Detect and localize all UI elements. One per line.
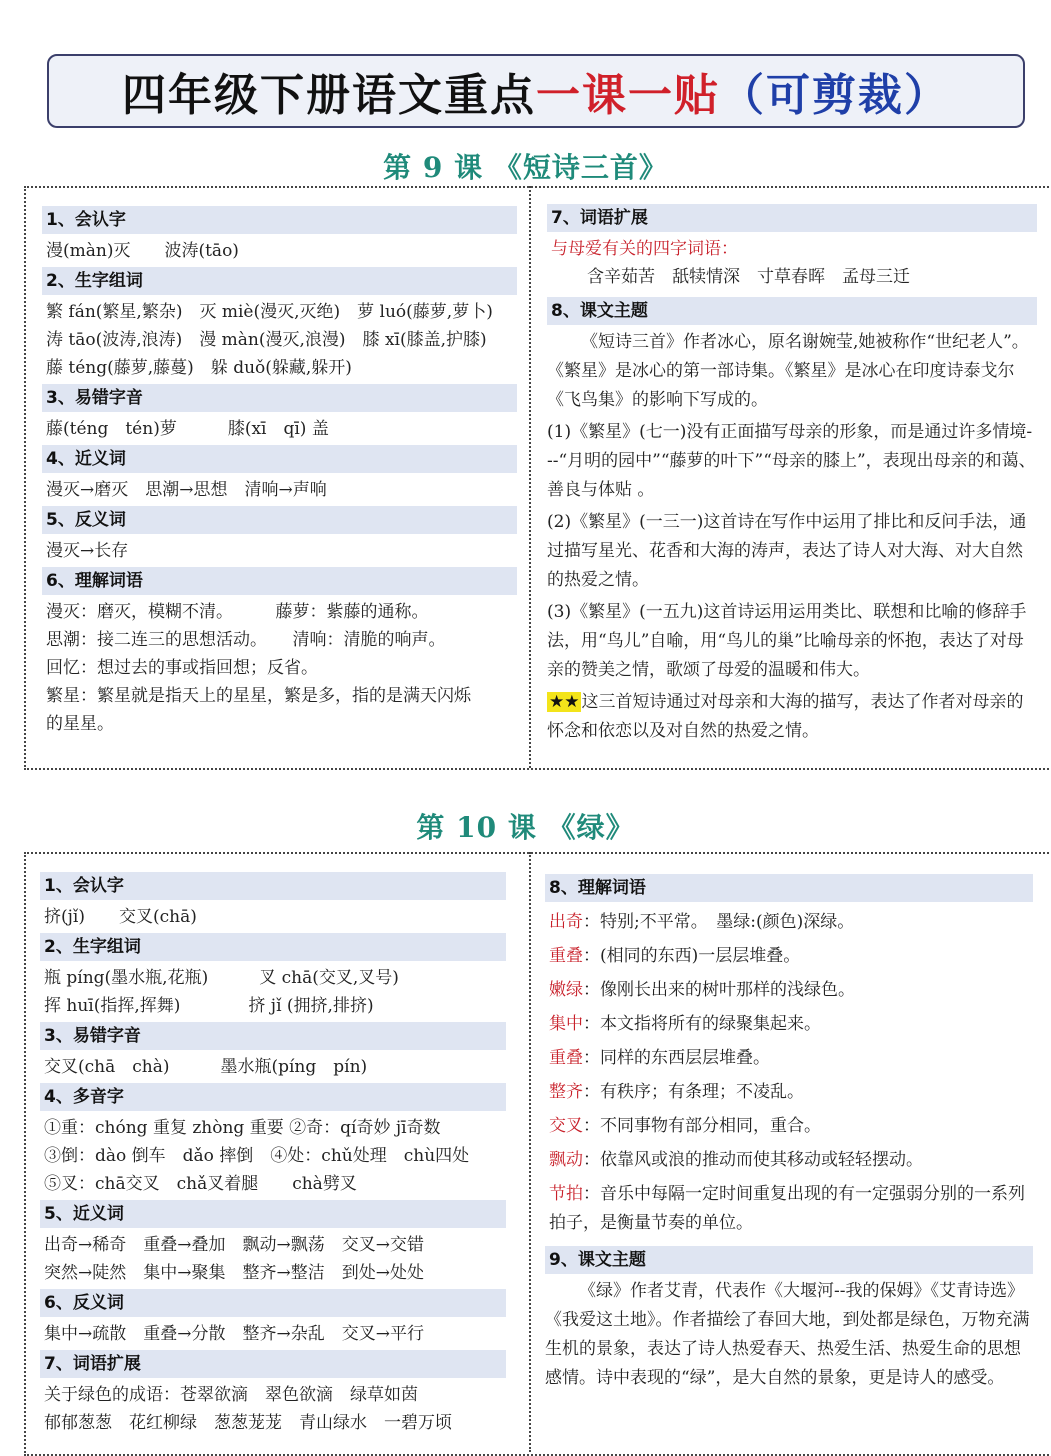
lesson10-left-column [40, 870, 506, 1437]
section-heading: 7、词语扩展 [40, 1350, 506, 1378]
section-heading: 6、反义词 [40, 1289, 506, 1317]
section-line: 漫灭→长存 [46, 541, 129, 561]
section-line: ③倒：dào 倒车 dǎo 摔倒 ④处：chǔ处理 chù四处 [44, 1146, 470, 1166]
term-label: 交叉 [549, 1116, 583, 1136]
term-label: 出奇 [549, 912, 583, 932]
section-heading: 5、反义词 [42, 506, 517, 534]
section-line: 集中→疏散 重叠→分散 整齐→杂乱 交叉→平行 [44, 1324, 424, 1344]
term-definition [545, 905, 1033, 939]
section-line: 突然→陡然 集中→聚集 整齐→整洁 到处→处处 [44, 1263, 424, 1283]
section-line: ⑤叉：chā交叉 chǎ叉着腿 chà劈叉 [44, 1174, 357, 1194]
section-heading: 9、课文主题 [545, 1246, 1033, 1274]
section-heading: 4、近义词 [42, 445, 517, 473]
title-part2: 一课一贴 [536, 70, 720, 121]
term-text: ：本文指将所有的绿聚集起来。 [583, 1014, 821, 1034]
term-text: ：同样的东西层层堆叠。 [583, 1048, 770, 1068]
term-definition [545, 1177, 1033, 1240]
extension-intro: 与母爱有关的四字词语： [551, 239, 738, 259]
term-text: ：依靠风或浪的推动而使其移动或轻轻摆动。 [583, 1150, 923, 1170]
lesson10-title: 第 10 课 《绿》 [416, 811, 635, 844]
section-line: 繁 fán(繁星,繁杂) 灭 miè(漫灭,灭绝) 萝 luó(藤萝,萝卜) [46, 302, 493, 322]
section-heading: 2、生字组词 [42, 267, 517, 295]
term-definition [545, 1109, 1033, 1143]
section-line: 涛 tāo(波涛,浪涛) 漫 màn(漫灭,浪漫) 膝 xī(膝盖,护膝) [46, 330, 487, 350]
term-label: 集中 [549, 1014, 583, 1034]
section-line: 交叉(chā chà) 墨水瓶(píng pín) [44, 1057, 368, 1077]
term-text: ：(相同的东西)一层层堆叠。 [583, 946, 801, 966]
term-definition [545, 1143, 1033, 1177]
section-heading: 1、会认字 [40, 872, 506, 900]
term-label: 整齐 [549, 1082, 583, 1102]
term-label: 重叠 [549, 946, 583, 966]
lesson9-divider [529, 186, 531, 768]
term-label: 飘动 [549, 1150, 583, 1170]
term-label: 嫩绿 [549, 980, 583, 1000]
page-title [47, 54, 1025, 128]
lesson10-right-column [545, 872, 1033, 1393]
section-line: 漫灭：磨灭，模糊不清。 藤萝：紫藤的通称。 [46, 602, 429, 622]
section-heading: 3、易错字音 [40, 1022, 506, 1050]
extension-words: 含辛茹苦 舐犊情深 寸草春晖 孟母三迁 [587, 267, 910, 287]
section-line: 思潮：接二连三的思想活动。 清响：清脆的响声。 [46, 630, 446, 650]
section-line: 郁郁葱葱 花红柳绿 葱葱茏茏 青山绿水 一碧万顷 [44, 1413, 452, 1433]
theme-summary-text: 这三首短诗通过对母亲和大海的描写，表达了作者对母亲的怀念和依恋以及对自然的热爱之情。 [547, 692, 1024, 741]
term-definition [545, 973, 1033, 1007]
term-definition [545, 1041, 1033, 1075]
section-line: 挥 huī(指挥,挥舞) 挤 jǐ (拥挤,排挤) [44, 996, 374, 1016]
star-icon: ★★ [549, 692, 580, 712]
term-label: 重叠 [549, 1048, 583, 1068]
term-text: ：音乐中每隔一定时间重复出现的有一定强弱分别的一系列拍子，是衡量节奏的单位。 [549, 1184, 1025, 1233]
lesson9-right-column [547, 202, 1037, 746]
section-heading: 3、易错字音 [42, 384, 517, 412]
section-line: 的星星。 [46, 714, 114, 734]
term-text: ：像刚长出来的树叶那样的浅绿色。 [583, 980, 855, 1000]
section-line: 瓶 píng(墨水瓶,花瓶) 叉 chā(交叉,叉号) [44, 968, 399, 988]
theme-paragraph: (1)《繁星》(七一)没有正面描写母亲的形象，而是通过许多情境---“月明的园中”“藤萝的叶下”“母亲的膝上”，表现出母亲的和蔼、善良与体贴 。 [547, 422, 1036, 500]
term-text: ：特别;不平常。 墨绿:(颜色)深绿。 [583, 912, 855, 932]
term-text: ：不同事物有部分相同，重合。 [583, 1116, 821, 1136]
term-definition [545, 1075, 1033, 1109]
section-heading: 1、会认字 [42, 206, 517, 234]
section-line: 繁星：繁星就是指天上的星星，繁是多，指的是满天闪烁 [46, 686, 471, 706]
lesson9-title: 第 9 课 《短诗三首》 [383, 151, 668, 184]
title-part1: 四年级下册语文重点 [122, 70, 536, 121]
section-line: 挤(jǐ) 交叉(chā) [44, 907, 197, 927]
section-line: 藤(téng tén)萝 膝(xī qī) 盖 [46, 419, 329, 439]
section-heading: 5、近义词 [40, 1200, 506, 1228]
lesson9-left-column [42, 204, 517, 738]
section-line: 漫(màn)灭 波涛(tāo) [46, 241, 239, 261]
section-line: 回忆：想过去的事或指回想；反省。 [46, 658, 318, 678]
term-label: 节拍 [549, 1184, 583, 1204]
section-line: 漫灭→磨灭 思潮→思想 清响→声响 [46, 480, 327, 500]
section-heading: 8、课文主题 [547, 297, 1037, 325]
term-definition [545, 939, 1033, 973]
section-heading: 6、理解词语 [42, 567, 517, 595]
theme-paragraph: (2)《繁星》(一三一)这首诗在写作中运用了排比和反问手法，通过描写星光、花香和大海的涛声，表达了诗人对大海、对大自然的热爱之情。 [547, 512, 1027, 590]
title-part3: （可剪裁） [720, 70, 950, 121]
term-definition [545, 1007, 1033, 1041]
section-line: 关于绿色的成语：苍翠欲滴 翠色欲滴 绿草如茵 [44, 1385, 418, 1405]
term-text: ：有秩序；有条理；不凌乱。 [583, 1082, 804, 1102]
section-line: 藤 téng(藤萝,藤蔓) 躲 duǒ(躲藏,躲开) [46, 358, 352, 378]
section-heading: 2、生字组词 [40, 933, 506, 961]
section-line: ①重：chóng 重复 zhòng 重要 ②奇：qí奇妙 jī奇数 [44, 1118, 441, 1138]
section-heading: 4、多音字 [40, 1083, 506, 1111]
theme-paragraph: (3)《繁星》(一五九)这首诗运用运用类比、联想和比喻的修辞手法，用“鸟儿”自喻，用“鸟儿的巢”比喻母亲的怀抱，表达了对母亲的赞美之情，歌颂了母爱的温暖和伟大。 [547, 602, 1027, 680]
lesson10-divider [529, 852, 531, 1452]
theme-paragraph: 《绿》作者艾青，代表作《大堰河--我的保姆》《艾青诗选》《我爱这土地》。作者描绘了春回大地，到处都是绿色，万物充满生机的景象，表达了诗人热爱春天、热爱生活、热爱生命的思想感情。诗中表现的“绿”，是大自然的景象，更是诗人的感受。 [545, 1281, 1030, 1388]
section-line: 出奇→稀奇 重叠→叠加 飘动→飘荡 交叉→交错 [44, 1235, 424, 1255]
theme-paragraph: 《短诗三首》作者冰心，原名谢婉莹,她被称作“世纪老人”。《繁星》是冰心的第一部诗集。《繁星》是冰心在印度诗泰戈尔《飞鸟集》的影响下写成的。 [547, 332, 1029, 410]
section-heading: 7、词语扩展 [547, 204, 1037, 232]
section-heading: 8、理解词语 [545, 874, 1033, 902]
theme-summary [547, 688, 1037, 746]
